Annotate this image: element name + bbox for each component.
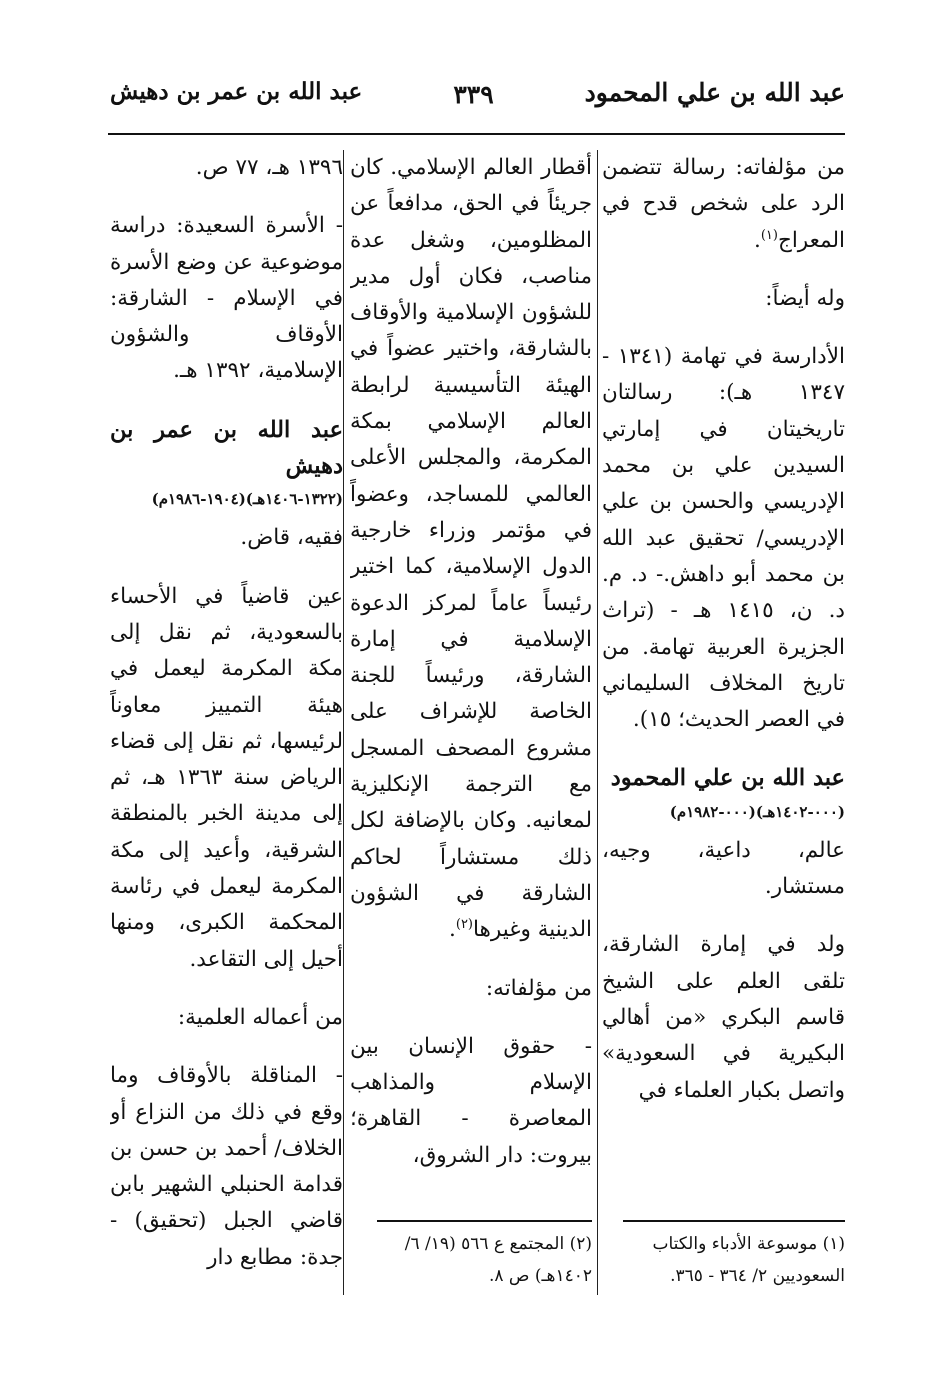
paragraph-text: أقطار العالم الإسلامي. كان جريئاً في الحق، مدافعاً عن المظلومين، وشغل عدة مناصب، فكان أول مدير للشؤون الإسلامية والأوقاف بالشارقة، واختير عضواً في الهيئة التأسيسية لرابطة العالم الإسلامي بمكة المكرمة، والمجلس الأعلى العالمي للمساجد، وعضواً في مؤتمر وزراء خارجية الدول الإسلامية، كما اختير رئيساً عاماً لمركز الدعوة الإسلامية في إمارة الشارقة، ورئيساً للجنة الخاصة للإشراف على مشروع المصحف المسجل مع الترجمة الإنكليزية لمعانيه. وكان بالإضافة لكل ذلك مستشاراً لحاكم الشارقة في الشؤون الدينية وغيرها (350, 155, 592, 943)
paragraph: من أعماله العلمية: (177, 1004, 343, 1030)
right-column (602, 150, 845, 1295)
paragraph: من مؤلفاته: (485, 975, 592, 1001)
entry-heading: عبد الله بن علي المحمود (610, 765, 845, 792)
paragraph: فقيه، قاض. (240, 525, 343, 551)
paragraph: - حقوق الإنسان بين الإسلام والمذاهب المعاصرة - القاهرة؛ بيروت: دار الشروق، (350, 1033, 592, 1168)
paragraph: - الأسرة السعيدة: دراسة موضوعية عن وضع الأسرة في الإسلام - الشارقة: الأوقاف والشؤون الإسلامية، ١٣٩٢ هـ. (110, 213, 343, 384)
header-rule (108, 133, 845, 135)
paragraph: عين قاضياً في الأحساء بالسعودية، ثم نقل إلى مكة المكرمة ليعمل في هيئة التمييز معاوناً لرئيسها، ثم نقل إلى قضاء الرياض سنة ١٣٦٣ هـ، ثم إلى مدينة الخبر بالمنطقة الشرقية، وأعيد إلى مكة المكرمة ليعمل في رئاسة المحكمة الكبرى، ومنها أحيل إلى التقاعد. (110, 583, 343, 972)
paragraph (602, 150, 845, 259)
left-column (110, 150, 343, 1295)
page-number: ٣٣٩ (453, 80, 494, 109)
paragraph: وله أيضاً: (765, 285, 845, 311)
paragraph: الأدارسة في تهامة (١٣٤١ - ١٣٤٧ هـ): رسالتان تاريخيتان في إمارتي السيدين علي بن محمد الإدريسي والحسن بن علي الإدريسي/ تحقيق عبد الله بن محمد أبو داهش.- د. م. د. ن، ١٤١٥ هـ - (تراث الجزيرة العربية تهامة. من تاريخ المخلاف السليماني في العصر الحديث؛ ١٥). (602, 344, 845, 733)
entry-dates: (١٣٢٢-١٤٠٦هـ)(١٩٠٤-١٩٨٦م) (151, 490, 343, 509)
paragraph-end: . (449, 917, 456, 943)
paragraph: ١٣٩٦ هـ، ٧٧ ص. (195, 155, 343, 180)
paragraph: عالم، داعية، وجيه، مستشار. (602, 837, 845, 900)
footnote-ref: (٢) (455, 917, 473, 933)
paragraph: ولد في إمارة الشارقة، تلقى العلم على الشيخ قاسم البكري «من أهالي البكيرية في السعودية» واتصل بكبار العلماء في (602, 932, 845, 1103)
paragraph-end: . (753, 227, 761, 253)
footnote-rule (377, 1220, 592, 1222)
footnote-ref: (١) (760, 227, 778, 243)
middle-column (350, 150, 592, 1295)
running-header-right: عبد الله بن علي المحمود (584, 78, 845, 107)
entry-dates: (٠٠٠-١٤٠٢هـ)(٠٠٠-١٩٨٢م) (669, 802, 845, 821)
footnote-rule (623, 1220, 845, 1222)
paragraph-text: من مؤلفاته: رسالة تتضمن الرد على شخص قدح في المعراج (602, 155, 845, 253)
column-divider (597, 150, 599, 1295)
running-header-left: عبد الله بن عمر بن دهيش (110, 78, 363, 105)
footnote-2: (٢) المجتمع ع ٥٦٦ (١٩/ ٦/ ١٤٠٢هـ) ص ٨. (404, 1234, 592, 1286)
paragraph (350, 150, 592, 949)
paragraph: - المناقلة بالأوقاف وما وقع في ذلك من النزاع أو الخلاف/ أحمد بن حسن بن قدامة الحنبلي الشهير بابن قاضي الجبل (تحقيق) - جدة: مطابع دار (110, 1063, 343, 1270)
footnote-1: (١) موسوعة الأدباء والكتاب السعوديين ٢/ ٣٦٤ - ٣٦٥. (652, 1234, 845, 1286)
entry-heading: عبد الله بن عمر بن دهيش (110, 416, 343, 480)
